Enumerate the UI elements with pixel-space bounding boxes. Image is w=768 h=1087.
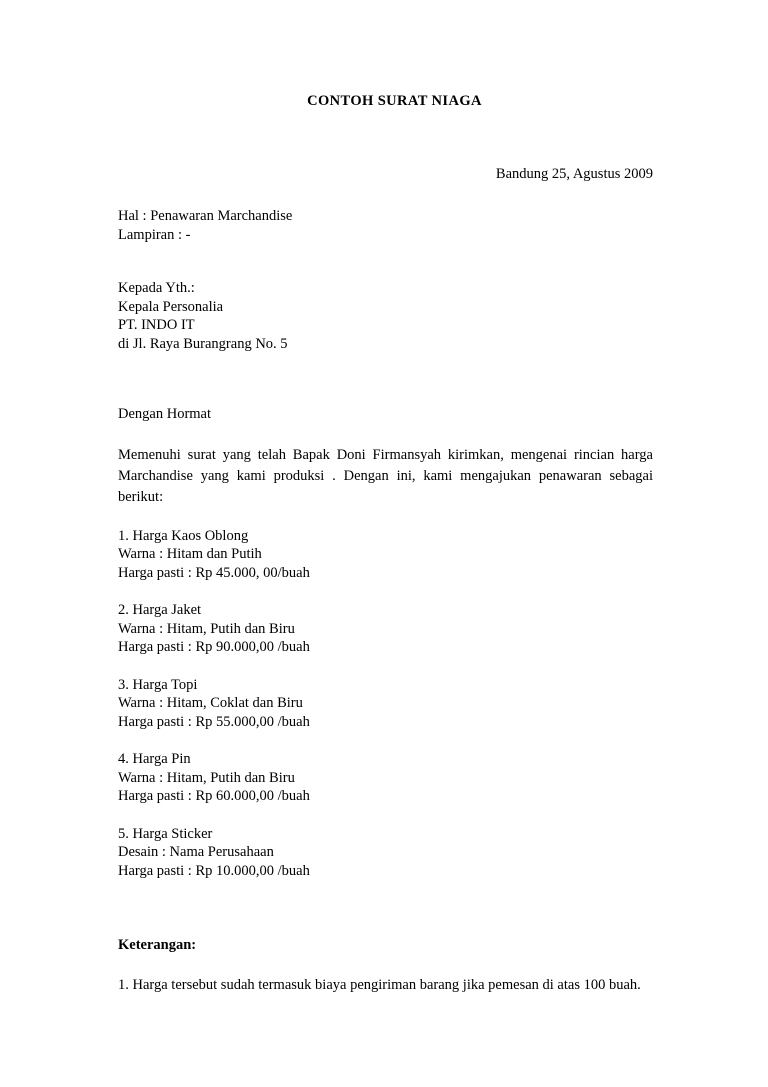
subject-block — [118, 207, 653, 244]
list-item — [118, 676, 653, 732]
recipient-line-1: Kepada Yth.: — [118, 280, 195, 296]
list-item — [118, 750, 653, 806]
item-detail: Warna : Hitam, Coklat dan Biru — [118, 695, 303, 711]
item-title: 1. Harga Kaos Oblong — [118, 527, 249, 544]
subject-line-1: Hal : Penawaran Marchandise — [118, 208, 293, 224]
item-detail: Warna : Hitam, Putih dan Biru — [118, 620, 295, 637]
item-price: Harga pasti : Rp 90.000,00 /buah — [118, 639, 310, 655]
list-item — [118, 527, 653, 583]
recipient-line-3: PT. INDO IT — [118, 317, 195, 333]
date-line: Bandung 25, Agustus 2009 — [495, 166, 653, 182]
item-price: Harga pasti : Rp 55.000,00 /buah — [118, 713, 310, 730]
item-price: Harga pasti : Rp 10.000,00 /buah — [118, 862, 310, 879]
page-title: CONTOH SURAT NIAGA — [307, 93, 482, 109]
subject-line-2: Lampiran : - — [118, 226, 191, 243]
item-title: 5. Harga Sticker — [118, 825, 213, 842]
item-title: 2. Harga Jaket — [118, 602, 202, 618]
recipient-line-2: Kepala Personalia — [118, 298, 224, 315]
list-item — [118, 825, 653, 881]
item-title: 3. Harga Topi — [118, 676, 198, 693]
document-body — [118, 0, 653, 996]
notes-heading: Keterangan: — [118, 937, 197, 953]
item-price: Harga pasti : Rp 60.000,00 /buah — [118, 788, 310, 804]
item-detail: Warna : Hitam, Putih dan Biru — [118, 769, 295, 786]
item-title: 4. Harga Pin — [118, 751, 191, 767]
list-item — [118, 601, 653, 657]
item-detail: Desain : Nama Perusahaan — [118, 844, 274, 860]
recipient-line-4: di Jl. Raya Burangrang No. 5 — [118, 335, 288, 352]
item-price: Harga pasti : Rp 45.000, 00/buah — [118, 564, 310, 581]
greeting: Dengan Hormat — [118, 406, 212, 422]
recipient-block — [118, 279, 653, 353]
notes-paragraph: 1. Harga tersebut sudah termasuk biaya pengiriman barang jika pemesan di atas 100 buah. — [118, 977, 641, 993]
item-detail: Warna : Hitam dan Putih — [118, 546, 262, 562]
opening-paragraph: Memenuhi surat yang telah Bapak Doni Firmansyah kirimkan, mengenai rincian harga Marchandise yang kami produksi . Dengan ini, kami mengajukan penawaran sebagai berikut: — [118, 446, 653, 505]
